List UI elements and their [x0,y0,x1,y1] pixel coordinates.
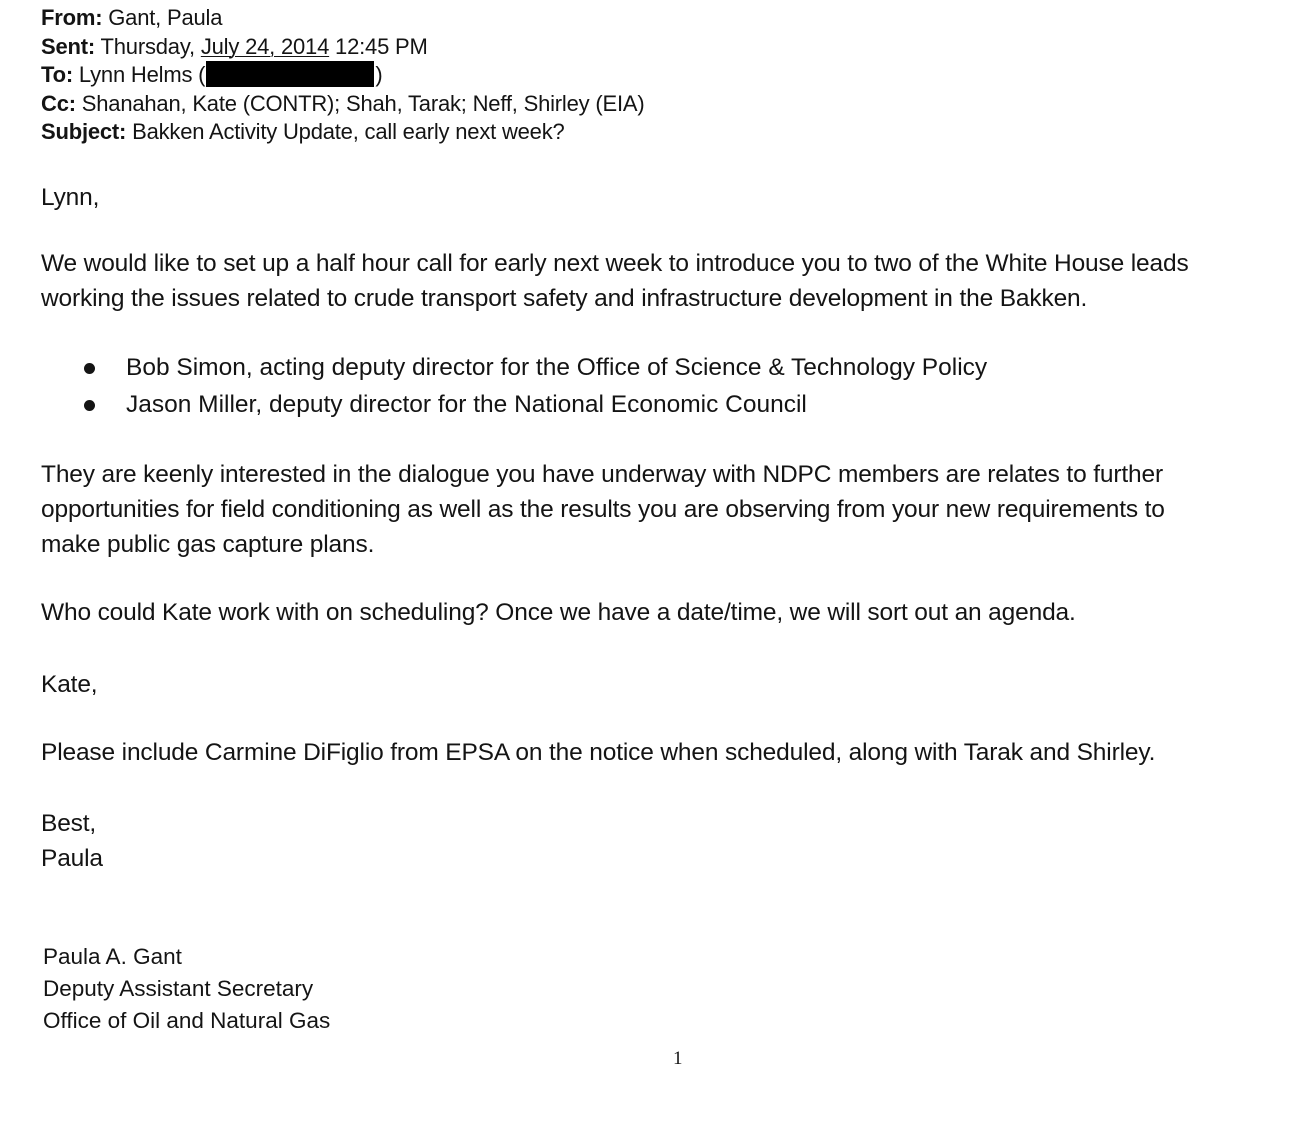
cc-value: Shanahan, Kate (CONTR); Shah, Tarak; Neff, Shirley (EIA) [81,90,645,116]
to-value: Lynn Helms [78,62,193,87]
signature-title: Deputy Assistant Secretary [43,976,314,1001]
paragraph-intro [41,246,1303,316]
subject-label: Subject: [41,119,127,144]
greeting-kate-block [41,667,1303,702]
paragraph-interest-line-3: make public gas capture plans. [41,531,375,558]
cc-label: Cc: [41,90,76,116]
sent-date: July 24, 2014 [200,33,330,59]
subject-value: Bakken Activity Update, call early next week? [132,119,565,144]
email-header [41,4,644,147]
page-number: 1 [673,1048,683,1069]
paragraph-scheduling [41,595,1303,630]
paragraph-intro-line-2: working the issues related to crude transport safety and infrastructure development in the Bakken. [41,285,1088,312]
from-row [41,4,644,33]
paragraph-intro-line-1: We would like to set up a half hour call for early next week to introduce you to two of the White House leads [41,250,1189,277]
to-paren-close: ) [375,62,383,87]
sent-label: Sent: [41,33,96,59]
paragraph-scheduling-text: Who could Kate work with on scheduling? Once we have a date/time, we will sort out an agenda. [41,599,1076,626]
signature-name: Paula A. Gant [43,944,182,969]
from-label: From: [41,5,103,30]
paragraph-interest-line-2: opportunities for field conditioning as well as the results you are observing from your new requirements to [41,496,1165,523]
greeting-kate: Kate, [41,671,98,698]
subject-row [41,118,644,147]
to-paren-open: ( [198,62,206,87]
sent-time: 12:45 PM [335,33,428,59]
bullet-icon [84,400,95,411]
closing-block [41,806,1303,876]
redaction-block [206,61,374,87]
paragraph-include-text: Please include Carmine DiFiglio from EPSA on the notice when scheduled, along with Tarak and Shirley. [41,739,1156,766]
closing: Best, [41,810,97,837]
sent-day: Thursday, [100,33,195,59]
from-value: Gant, Paula [108,5,223,30]
to-row [41,61,644,90]
bullet-icon [84,363,95,374]
bullet-text: Jason Miller, deputy director for the National Economic Council [126,390,807,418]
paragraph-interest [41,457,1303,562]
signature-block [43,941,330,1037]
bullet-text: Bob Simon, acting deputy director for the Office of Science & Technology Policy [126,354,988,381]
paragraph-interest-line-1: They are keenly interested in the dialogue you have underway with NDPC members are relates to further [41,461,1163,488]
sent-row [41,33,644,62]
closing-name: Paula [41,845,103,872]
greeting: Lynn, [41,184,100,211]
cc-row [41,90,644,119]
to-label: To: [41,62,73,87]
paragraph-include [41,735,1303,770]
greeting-block [41,180,1303,215]
signature-office: Office of Oil and Natural Gas [43,1008,331,1033]
